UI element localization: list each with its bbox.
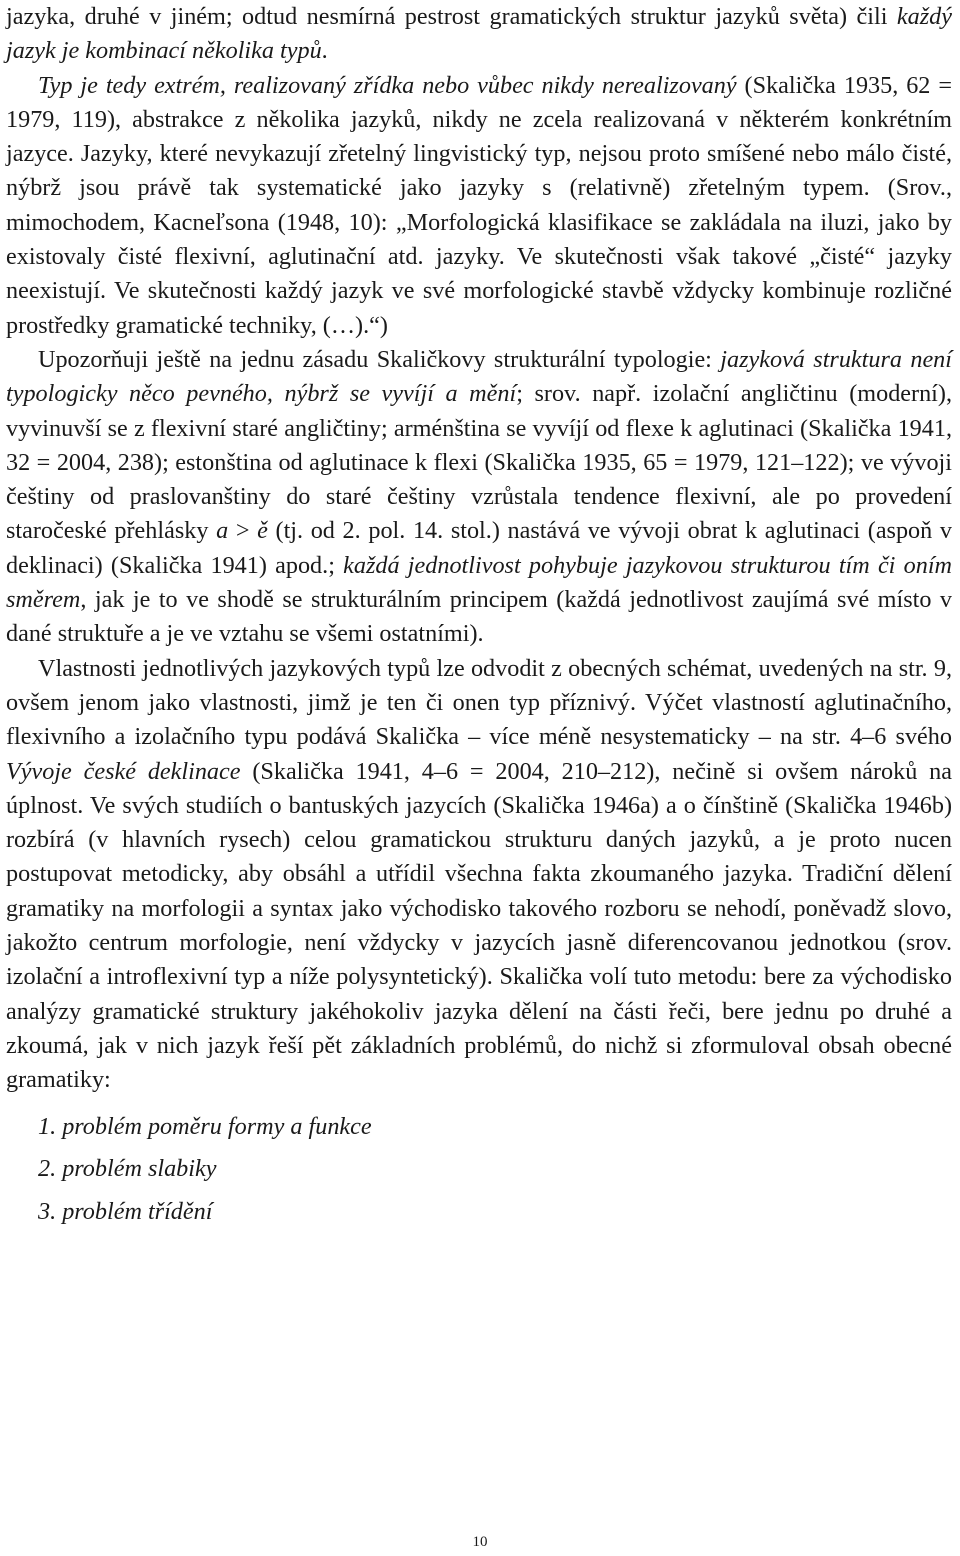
text-segment: (Skalička 1935, 62 = 1979, 119), abstrakce z několika jazyků, nikdy ne zcela realizovaná v některém konkrétním jazyce. Jazyky, které nevykazují zřetelný lingvistický typ, nejsou proto smíšené nebo málo čisté, nýbrž jsou právě tak systematické jako jazyky s (relativně) zřetelným typem. (Srov., mimochodem, Kacneľsona (1948, 10): „Morfologická klasifikace se zakládala na iluzi, jako by existovaly čisté flexivní, aglutinační atd. jazyky. Ve skutečnosti však takové „čisté“ jazyky neexistují. Ve skutečnosti každý jazyk ve své morfologické stavbě vždycky kombinuje rozličné prostředky gramatické techniky, (…).“) (6, 71, 952, 339)
italic-text: jazyková struktura není typologicky něco pevného, nýbrž se vyvíjí a mění (6, 345, 952, 408)
list-item: 2. problém slabiky (38, 1155, 217, 1182)
problem-list (6, 1106, 952, 1234)
italic-text: ě (257, 517, 268, 545)
italic-text: a (216, 517, 229, 545)
text-segment: (Skalička 1941, 4–6 = 2004, 210–212), nečině si ovšem nároků na úplnost. Ve svých studiích o bantuských jazycích (Skalička 1946a) a o čínštině (Skalička 1946b) rozbírá (v hlavních rysech) celou gramatickou strukturu daných jazyků, a je proto nucen postupovat metodicky, aby obsáhl a utřídil všechna fakta zkoumaného jazyka. Tradiční dělení gramatiky na morfologii a syntax jako východisko takového rozboru se nehodí, poněvadž slovo, jakožto centrum morfologie, není vždycky v jazycích jasně diferencovanou jednotkou (srov. izolační a introflexivní typ a níže polysyntetický). Skalička volí tuto metodu: bere za východisko analýzy gramatické struktury jakéhokoliv jazyka dělení na části řeči, bere jednu po druhé a zkoumá, jak v nich jazyk řeší pět základních problémů, do nichž si zformuloval obsah obecné gramatiky: (6, 757, 952, 1094)
text-segment: jazyka, druhé v jiném; odtud nesmírná pestrost gramatických struktur jazyků světa) čili (6, 3, 897, 30)
paragraph (6, 69, 952, 343)
italic-text: Typ je tedy extrém, realizovaný zřídka nebo vůbec nikdy nerealizovaný (38, 71, 737, 99)
italic-text: Vývoje české deklinace (6, 757, 241, 785)
italic-text: každý jazyk je kombinací několika typů (6, 3, 952, 65)
paragraph (6, 0, 952, 69)
text-segment: , jak je to ve shodě se strukturálním principem (každá jednotlivost zaujímá své místo v dané struktuře a je ve vztahu se všemi ostatními). (6, 586, 952, 648)
text-segment: Vlastnosti jednotlivých jazykových typů lze odvodit z obecných schémat, uvedených na str. 9, ovšem jenom jako vlastnosti, jimž je ten či onen typ příznivý. Výčet vlastností aglutinačního, flexivního a izolačního typu podává Skalička – více méně nesystematicky – na str. 4–6 svého (6, 654, 952, 751)
text-flow (6, 0, 952, 1098)
page-number: 10 (472, 1534, 488, 1550)
text-segment: ; srov. např. izolační angličtinu (moderní), vyvinuvší se z flexivní staré angličtiny; arménština se vyvíjí od flexe k aglutinaci (Skalička 1941, 32 = 2004, 238); estonština od aglutinace k flexi (Skalička 1935, 65 = 1979, 121–122); ve vývoji češtiny od praslovanštiny do staré češtiny vzrůstala tendence flexivní, ale po provedení staročeské přehlásky (6, 380, 952, 545)
text-segment: Upozorňuji ještě na jednu zásadu Skaličkovy strukturální typologie: (38, 345, 721, 373)
text-segment: > (228, 517, 258, 545)
list-item: 3. problém třídění (38, 1197, 213, 1225)
italic-text: každá jednotlivost pohybuje jazykovou strukturou tím či oním směrem (6, 551, 953, 614)
paragraph (6, 652, 952, 1098)
paragraph (6, 343, 952, 652)
text-segment: . (321, 37, 328, 65)
list-item: 1. problém poměru formy a funkce (38, 1112, 372, 1140)
page-body (6, 0, 952, 1233)
text-segment: (tj. od 2. pol. 14. stol.) nastává ve vývoji obrat k aglutinaci (aspoň v deklinaci) (Skalička 1941) apod.; (6, 517, 952, 579)
